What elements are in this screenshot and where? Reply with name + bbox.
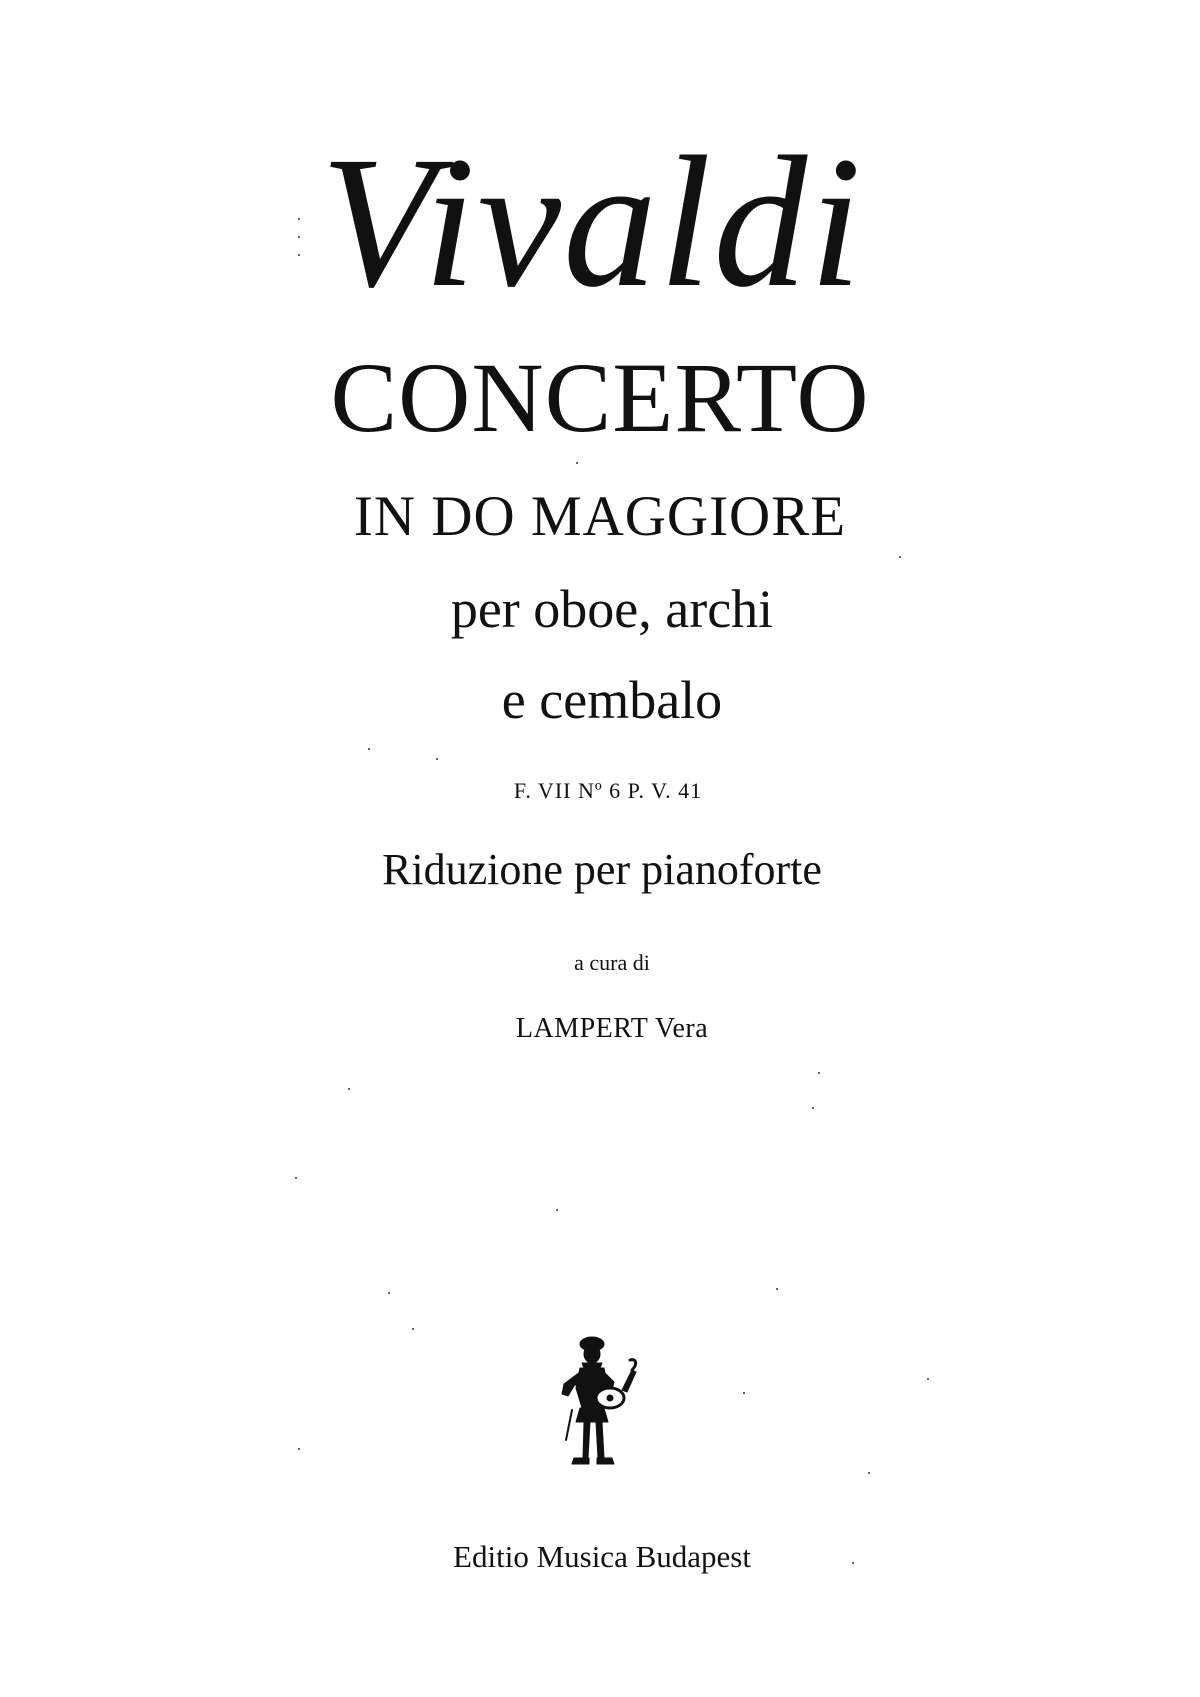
scoring-line-2: e cembalo [501,670,723,730]
scan-speck [743,1392,745,1394]
scan-speck [576,462,578,464]
editor-name: LAMPERT Vera [515,1013,709,1044]
work-title: CONCERTO [330,342,870,453]
editor-label: a cura di [574,950,650,975]
scan-speck [818,1072,820,1074]
scan-speck [388,1292,390,1294]
scan-speck [412,1328,414,1330]
scan-speck [368,748,370,750]
scan-speck [852,1562,854,1564]
scan-speck [348,1088,350,1090]
catalog-number: F. VII Nº 6 P. V. 41 [513,778,703,803]
scan-speck [298,218,300,220]
scan-speck [436,758,438,760]
scan-speck [298,236,300,238]
scoring-line-1: per oboe, archi [450,579,774,639]
scan-speck [868,1472,870,1474]
scan-speck [295,1177,297,1179]
scan-speck [899,556,901,558]
composer-name: Vivaldi [320,117,864,326]
scan-speck [812,1107,814,1109]
key-signature: IN DO MAGGIORE [353,485,847,548]
arrangement-note: Riduzione per pianoforte [382,845,822,894]
scan-speck [298,254,300,256]
lute-player-figure-icon [552,1330,638,1480]
scan-speck [776,1288,778,1290]
scan-speck [298,1448,300,1450]
publisher-name: Editio Musica Budapest [453,1539,751,1574]
scan-speck [556,1209,558,1211]
scan-speck [927,1378,929,1380]
